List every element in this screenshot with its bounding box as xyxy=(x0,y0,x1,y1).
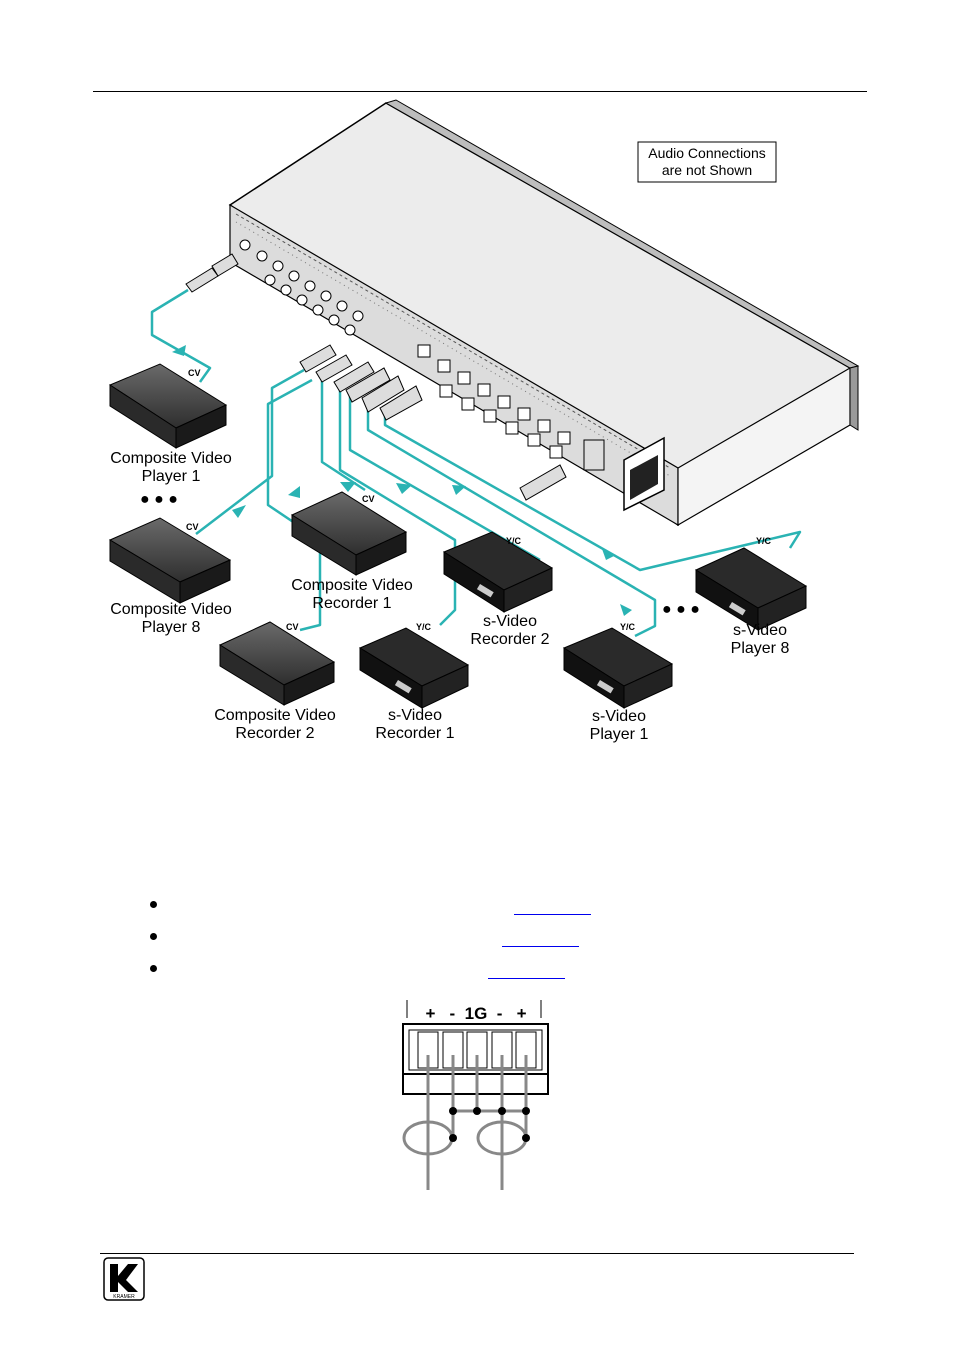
device-name-2: Recorder 2 xyxy=(235,725,315,742)
device-name-1: Composite Video xyxy=(110,450,232,467)
device-sv-recorder-1 xyxy=(360,622,468,742)
device-name-2: Recorder 1 xyxy=(312,595,392,612)
device-sv-player-1 xyxy=(564,622,672,743)
port-label: CV xyxy=(188,368,201,378)
device-sv-player-8 xyxy=(696,536,806,657)
terminal-block-diagram xyxy=(403,1000,548,1190)
bullet-3 xyxy=(150,965,157,972)
note-line-2: are not Shown xyxy=(661,162,753,178)
device-name-1: s-Video xyxy=(592,708,646,725)
device-name-2: Player 1 xyxy=(141,468,201,485)
link-underline-2[interactable] xyxy=(502,946,579,947)
device-cv-recorder-2 xyxy=(214,622,336,742)
link-underline-1[interactable] xyxy=(514,914,591,915)
device-cv-recorder-1 xyxy=(291,492,413,612)
ellipsis-right: ● ● ● xyxy=(662,601,700,618)
device-name-1: s-Video xyxy=(733,622,787,639)
device-name-1: Composite Video xyxy=(291,577,413,594)
ellipsis-left: ● ● ● xyxy=(140,491,178,508)
port-label: CV xyxy=(186,522,199,532)
port-label: Y/C xyxy=(506,536,522,546)
device-name-1: s-Video xyxy=(388,707,442,724)
device-name-2: Player 1 xyxy=(589,726,649,743)
footer-rule xyxy=(100,1253,854,1254)
bullet-2 xyxy=(150,933,157,940)
device-name-1: Composite Video xyxy=(110,601,232,618)
bullet-1 xyxy=(150,901,157,908)
link-underline-3[interactable] xyxy=(488,978,565,979)
port-label: Y/C xyxy=(620,622,636,632)
device-cv-player-8 xyxy=(110,518,232,636)
kramer-logo xyxy=(104,1258,144,1300)
device-name-2: Recorder 2 xyxy=(470,631,550,648)
audio-note-box xyxy=(638,142,776,182)
port-label: CV xyxy=(286,622,299,632)
device-name-2: Player 8 xyxy=(730,640,790,657)
device-name-1: Composite Video xyxy=(214,707,336,724)
logo-text: KRAMER xyxy=(113,1294,135,1300)
device-sv-recorder-2 xyxy=(444,532,552,648)
device-name-1: s-Video xyxy=(483,613,537,630)
port-label: Y/C xyxy=(756,536,772,546)
device-cv-player-1 xyxy=(110,364,232,485)
port-label: CV xyxy=(362,494,375,504)
note-line-1: Audio Connections xyxy=(648,145,766,161)
device-name-2: Recorder 1 xyxy=(375,725,455,742)
device-name-2: Player 8 xyxy=(141,619,201,636)
terminal-label: + - 1G - + xyxy=(425,1004,527,1023)
port-label: Y/C xyxy=(416,622,432,632)
